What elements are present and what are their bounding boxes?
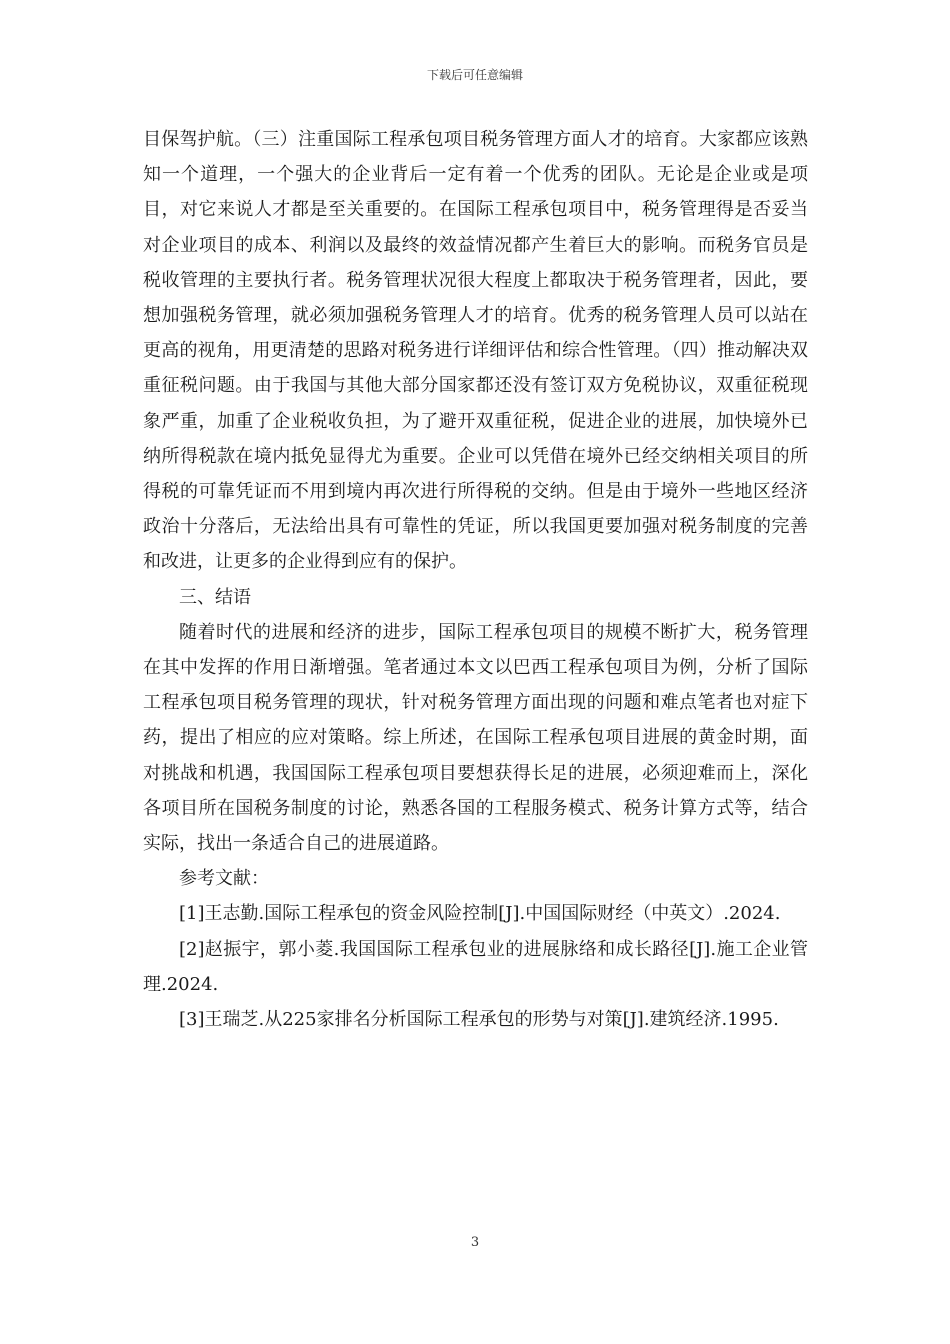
paragraph-tax-talent: 目保驾护航。（三）注重国际工程承包项目税务管理方面人才的培育。大家都应该熟知一个道理，一个强大的企业背后一定有着一个优秀的团队。无论是企业或是项目，对它来说人才都是至关重要的。在国际工程承包项目中，税务管理得是否妥当对企业项目的成本、利润以及最终的效益情况都产生着巨大的影响。而税务官员是税收管理的主要执行者。税务管理状况很大程度上都取决于税务管理者，因此，要想加强税务管理，就必须加强税务管理人才的培育。优秀的税务管理人员可以站在更高的视角，用更清楚的思路对税务进行详细评估和综合性管理。（四）推动解决双重征税问题。由于我国与其他大部分国家都还没有签订双方免税协议，双重征税现象严重，加重了企业税收负担，为了避开双重征税，促进企业的进展，加快境外已纳所得税款在境内抵免显得尤为重要。企业可以凭借在境外已经交纳相关项目的所得税的可靠凭证而不用到境内再次进行所得税的交纳。但是由于境外一些地区经济政治十分落后，无法给出具有可靠性的凭证，所以我国更要加强对税务制度的完善和改进，让更多的企业得到应有的保护。 <box>143 129 808 573</box>
page-number: 3 <box>470 1235 480 1250</box>
page-header: 下载后可任意编辑 <box>426 68 523 82</box>
references-heading: 参考文献： <box>179 868 269 890</box>
section-heading-conclusion: 三、结语 <box>179 586 251 608</box>
reference-item-2: [2]赵振宇，郭小菱.我国国际工程承包业的进展脉络和成长路径[J].施工企业管理.2024. <box>143 938 808 995</box>
paragraph-conclusion: 随着时代的进展和经济的进步，国际工程承包项目的规模不断扩大，税务管理在其中发挥的作用日渐增强。笔者通过本文以巴西工程承包项目为例，分析了国际工程承包项目税务管理的现状，针对税务管理方面出现的问题和难点笔者也对症下药，提出了相应的应对策略。综上所述，在国际工程承包项目进展的黄金时期，面对挑战和机遇，我国国际工程承包项目要想获得长足的进展，必须迎难而上，深化各项目所在国税务制度的讨论，熟悉各国的工程服务模式、税务计算方式等，结合实际，找出一条适合自己的进展道路。 <box>143 621 808 855</box>
reference-item-1: [1]王志勤.国际工程承包的资金风险控制[J].中国国际财经（中英文）.2024. <box>179 903 781 925</box>
body-text <box>143 122 808 1037</box>
reference-item-3: [3]王瑞芝.从225家排名分析国际工程承包的形势与对策[J].建筑经济.1995. <box>179 1009 779 1031</box>
